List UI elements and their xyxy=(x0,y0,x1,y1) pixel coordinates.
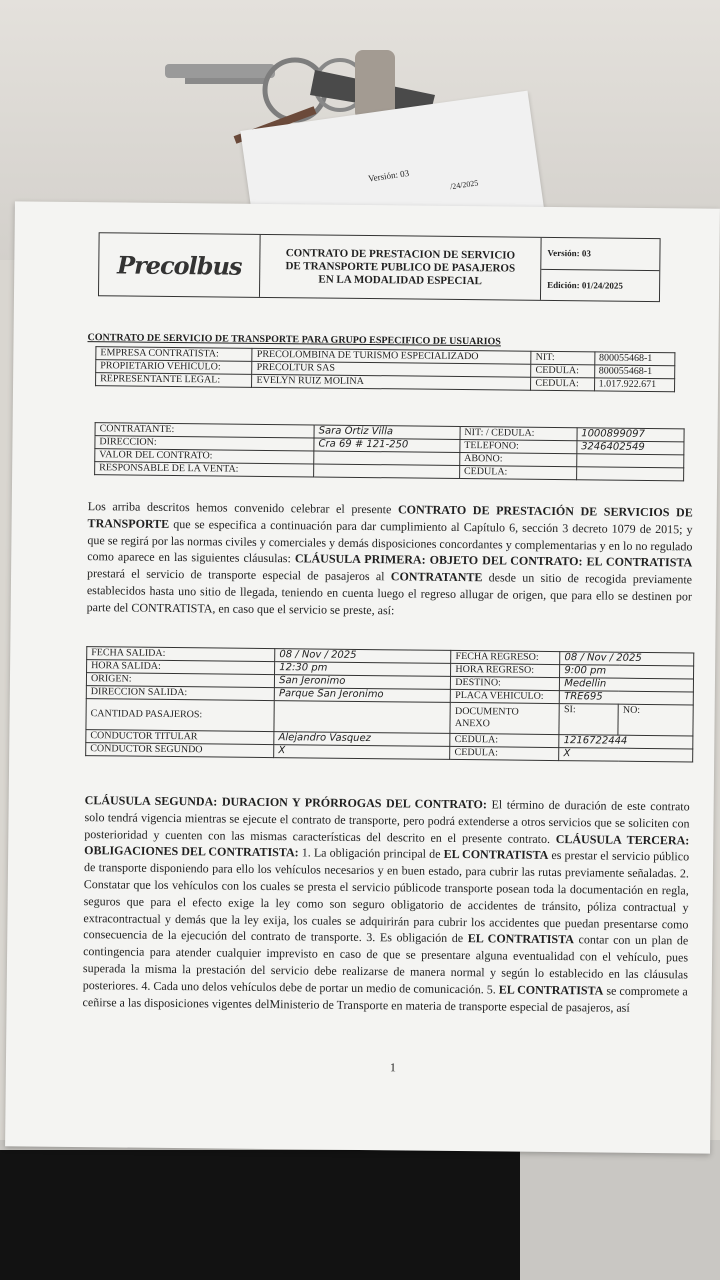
logo xyxy=(99,233,261,297)
cedula-label: CEDULA: xyxy=(531,364,594,378)
propietario-value: PRECOLTUR SAS xyxy=(252,361,531,377)
document-title xyxy=(260,235,542,300)
representante-label: REPRESENTANTE LEGAL: xyxy=(96,373,253,388)
title-line-2: DE TRANSPORTE PUBLICO DE PASAJEROS xyxy=(285,259,516,275)
responsable-label: RESPONSABLE DE LA VENTA: xyxy=(95,462,314,477)
si-label: SI: xyxy=(559,704,618,736)
section-title: CONTRATO DE SERVICIO DE TRANSPORTE PARA GRUPO ESPECIFICO DE USUARIOS xyxy=(87,332,501,348)
conductor-cedula-label: CEDULA: xyxy=(450,733,559,747)
cedula2-label: CEDULA: xyxy=(531,377,594,391)
origen-value: San Jeronimo xyxy=(275,675,451,690)
representante-value: EVELYN RUIZ MOLINA xyxy=(252,374,531,390)
page-number: 1 xyxy=(389,1060,396,1075)
propietario-label: PROPIETARIO VEHICULO: xyxy=(96,360,253,375)
title-line-3: EN LA MODALIDAD ESPECIAL xyxy=(318,273,482,287)
direccion-salida-label: DIRECCION SALIDA: xyxy=(86,686,274,701)
back-sheet-version: Versión: 03 xyxy=(367,167,410,184)
abono-label: ABONO: xyxy=(460,453,577,467)
clause-bold-1: CLÁUSULA SEGUNDA: DURACION Y PRÓRROGAS DEL CONTRATO: xyxy=(84,793,488,812)
client-table xyxy=(94,422,685,481)
empresa-label: EMPRESA CONTRATISTA: xyxy=(96,347,253,362)
no-label: NO: xyxy=(618,704,693,736)
title-line-1: CONTRATO DE PRESTACION DE SERVICIO xyxy=(285,246,516,262)
intro-text-1: Los arriba descritos hemos convenido celebrar el presente xyxy=(87,499,399,517)
direccion-salida-value: Parque San Jeronimo xyxy=(274,688,450,703)
clause-bold-2: CLÁUSULA TERCERA: OBLIGACIONES DEL CONTRATISTA: xyxy=(84,831,690,860)
edition-label: Edición: 01/24/2025 xyxy=(547,279,623,291)
conductor2-cedula-label: CEDULA: xyxy=(450,746,559,760)
documento-label: DOCUMENTO ANEXO xyxy=(450,702,559,734)
clause-bold-5: EL CONTRATISTA xyxy=(498,982,604,998)
origen-label: ORIGEN: xyxy=(86,673,274,688)
telefono-label: TELEFONO: xyxy=(460,440,577,454)
cedula2-value: 1.017.922.671 xyxy=(594,378,675,392)
direccion-label: DIRECCION: xyxy=(95,436,314,451)
hora-regreso-label: HORA REGRESO: xyxy=(451,663,560,677)
clause-bold-3: EL CONTRATISTA xyxy=(443,847,549,863)
clauses-paragraph xyxy=(82,792,689,1017)
clause-text-4: contar con un plan de contingencia para atender cualquier imprevisto en caso de que se presentare alguna eventualidad con el vehículo, pues superada la misma la prestación del servicio debe realizarse de manera normal y según lo establecido en las cláusulas posteriores. 4. Cada uno delos vehículos debe de portar un medio de comunicación. 5. xyxy=(82,932,689,997)
empresa-value: PRECOLOMBINA DE TURISMO ESPECIALIZADO xyxy=(252,348,531,364)
hora-salida-label: HORA SALIDA: xyxy=(87,660,275,675)
contratante-label: CONTRATANTE: xyxy=(95,423,314,438)
clause-text-1: El término de duración de este contrato solo tendrá vigencia mientras se ejecute el contrato de transporte, pero podrá extenderse a otros servicios que se soliciten con posterioridad y cuenten con las mismas características del descrito en el presente contrato. xyxy=(84,797,690,846)
placa-value: TRE695 xyxy=(560,691,694,705)
back-sheet-date: /24/2025 xyxy=(449,178,479,192)
cedula-value: 800055468-1 xyxy=(594,365,675,379)
fecha-salida-label: FECHA SALIDA: xyxy=(87,647,275,662)
hora-regreso-value: 9:00 pm xyxy=(560,665,694,679)
version-block xyxy=(541,238,660,301)
conductor-label: CONDUCTOR TITULAR xyxy=(86,730,274,745)
version-label: Versión: 03 xyxy=(541,238,659,271)
intro-bold-1: CONTRATO DE PRESTACIÓN DE SERVICIOS DE TRANSPORTE xyxy=(87,502,693,531)
intro-bold-3: CONTRATANTE xyxy=(390,569,483,585)
responsable-value xyxy=(314,464,460,479)
nit-value: 800055468-1 xyxy=(594,352,675,366)
responsable-cedula-value xyxy=(576,467,683,481)
placa-label: PLACA VEHICULO: xyxy=(451,689,560,703)
hora-salida-value: 12:30 pm xyxy=(275,662,451,677)
cantidad-label: CANTIDAD PASAJEROS: xyxy=(86,699,274,732)
clause-text-3: es prestar el servicio público de transporte disponiendo para ello los vehículos necesarios y en buen estado, para cubrir las rutas previamente señaladas. 2. Constatar que los vehículos con los cuales se presta el servicio públicode transporte posean toda la documentación en regla, seguros que para el efecto exige la ley como son seguro obligatorio de accidentes de tránsito, póliza contractual y extracontractual y demás que la ley exija, los cuales se adquirirán para cubrir los accidentes que puedan presentarse como consecuencia de la ejecución del contrato de transporte. 3. Es obligación de xyxy=(83,848,690,946)
document-header xyxy=(98,232,661,302)
clause-text-5: se compromete a ceñirse a las disposiciones vigentes delMinisterio de Transporte en materia de transporte especial de pasajeros, así xyxy=(82,983,688,1015)
cantidad-value xyxy=(274,701,450,734)
valor-label: VALOR DEL CONTRATO: xyxy=(95,449,314,464)
intro-text-2: que se especifica a continuación para dar cumplimiento al Capítulo 6, sección 3 decreto 1079 de 2015; y que se regirá por las normas civiles y comerciales y demás disposiciones concordantes y complementarias y en lo no regulado como aparece en las siguientes cláusulas: xyxy=(87,516,693,566)
company-table xyxy=(95,346,675,392)
conductor-value: Alejandro Vasquez xyxy=(274,732,450,747)
conductor-cedula-value: 1216722444 xyxy=(559,735,693,749)
clause-text-2: 1. La obligación principal de xyxy=(298,845,444,862)
destino-label: DESTINO: xyxy=(451,676,560,690)
intro-text-3: prestará el servicio de transporte especial de pasajeros al xyxy=(87,566,391,584)
telefono-value: 3246402549 xyxy=(577,441,684,455)
clause-bold-4: EL CONTRATISTA xyxy=(467,931,575,947)
fecha-regreso-value: 08 / Nov / 2025 xyxy=(560,652,694,666)
fecha-regreso-label: FECHA REGRESO: xyxy=(451,650,560,664)
contract-document xyxy=(5,201,720,1153)
client-nit-label: NIT: / CEDULA: xyxy=(460,427,577,441)
nit-label: NIT: xyxy=(531,351,594,365)
abono-value xyxy=(576,454,683,468)
conductor2-cedula-value: X xyxy=(559,748,693,762)
conductor2-value: X xyxy=(274,745,450,760)
intro-paragraph xyxy=(87,498,693,622)
responsable-cedula-label: CEDULA: xyxy=(459,466,576,480)
dark-fabric xyxy=(0,1150,520,1280)
intro-text-4: desde un sitio de recogida previamente establecidos hasta uno sitio de llegada, teniendo en cuenta luego el regreso allugar de origen, que para ello se destinen por parte del CONTRATISTA, en caso que el servicio se preste, así: xyxy=(86,570,693,618)
conductor2-label: CONDUCTOR SEGUNDO xyxy=(86,743,274,758)
trip-table xyxy=(85,646,694,762)
intro-bold-2: CLÁUSULA PRIMERA: OBJETO DEL CONTRATO: EL CONTRATISTA xyxy=(294,551,693,570)
direccion-value: Cra 69 # 121-250 xyxy=(314,438,460,453)
logo-text: Precolbus xyxy=(116,249,242,281)
destino-value: Medellin xyxy=(560,678,694,692)
contratante-value: Sara Ortiz Villa xyxy=(314,425,460,440)
fecha-salida-value: 08 / Nov / 2025 xyxy=(275,649,451,664)
client-nit-value: 1000899097 xyxy=(577,428,684,442)
